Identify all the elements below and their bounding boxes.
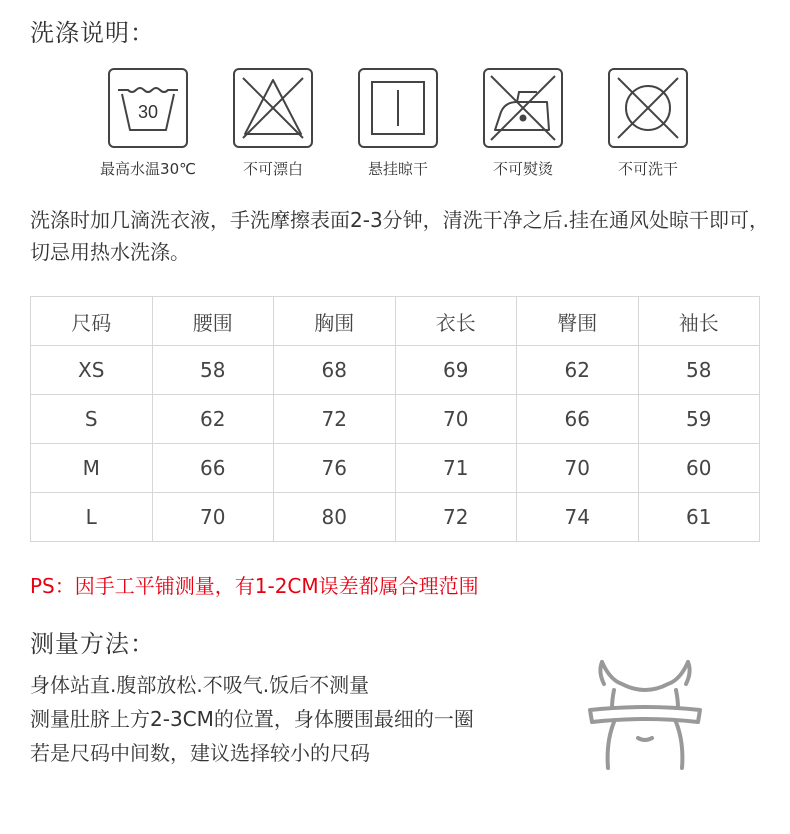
- wash-instructions-title: 洗涤说明：: [30, 19, 155, 47]
- table-cell: 74: [517, 493, 639, 542]
- care-label: 悬挂晾干: [367, 160, 428, 178]
- care-item-hang-dry: [338, 68, 458, 179]
- measure-line: 测量肚脐上方2-3CM的位置，身体腰围最细的一圈: [30, 707, 474, 731]
- table-cell: 59: [638, 395, 760, 444]
- table-cell: 71: [395, 444, 517, 493]
- table-cell: L: [31, 493, 153, 542]
- care-label: 不可漂白: [242, 160, 303, 178]
- measure-instructions: [30, 668, 474, 770]
- table-cell: 60: [638, 444, 760, 493]
- table-header-row: [31, 297, 760, 346]
- care-item-no-iron: [463, 68, 583, 179]
- table-cell: 72: [395, 493, 517, 542]
- waist-measure-figure-icon: [580, 650, 710, 780]
- table-cell: 58: [152, 346, 274, 395]
- measure-line: 身体站直.腹部放松.不吸气.饭后不测量: [30, 673, 370, 697]
- column-header: 袖长: [638, 297, 760, 346]
- table-cell: 66: [152, 444, 274, 493]
- table-cell: S: [31, 395, 153, 444]
- measure-method-title: 测量方法：: [30, 630, 155, 658]
- table-cell: 58: [638, 346, 760, 395]
- table-cell: M: [31, 444, 153, 493]
- column-header: 衣长: [395, 297, 517, 346]
- column-header: 尺码: [31, 297, 153, 346]
- table-cell: 66: [517, 395, 639, 444]
- table-cell: 70: [152, 493, 274, 542]
- care-item-no-bleach: [213, 68, 333, 179]
- no-bleach-icon: [233, 68, 313, 148]
- column-header: 腰围: [152, 297, 274, 346]
- table-cell: 72: [274, 395, 396, 444]
- table-cell: 62: [152, 395, 274, 444]
- table-row: [31, 395, 760, 444]
- care-item-wash-30: [88, 68, 208, 179]
- table-cell: 69: [395, 346, 517, 395]
- no-iron-icon: [483, 68, 563, 148]
- table-cell: XS: [31, 346, 153, 395]
- table-cell: 80: [274, 493, 396, 542]
- column-header: 臀围: [517, 297, 639, 346]
- care-label: 最高水温30℃: [100, 160, 196, 178]
- table-cell: 76: [274, 444, 396, 493]
- table-cell: 70: [395, 395, 517, 444]
- table-cell: 61: [638, 493, 760, 542]
- wash-30-icon: [108, 68, 188, 148]
- ps-note: PS：因手工平铺测量，有1-2CM误差都属合理范围: [30, 574, 479, 598]
- measure-line: 若是尺码中间数，建议选择较小的尺码: [30, 741, 370, 765]
- table-row: [31, 346, 760, 395]
- no-dryclean-icon: [608, 68, 688, 148]
- column-header: 胸围: [274, 297, 396, 346]
- table-cell: 70: [517, 444, 639, 493]
- care-icons-row: [88, 68, 728, 188]
- care-item-no-dryclean: [588, 68, 708, 179]
- table-row: [31, 444, 760, 493]
- table-cell: 62: [517, 346, 639, 395]
- hang-dry-icon: [358, 68, 438, 148]
- care-label: 不可熨烫: [492, 160, 553, 178]
- care-label: 不可洗干: [617, 160, 678, 178]
- size-table: [30, 296, 760, 542]
- table-row: [31, 493, 760, 542]
- wash-description: 洗涤时加几滴洗衣液，手洗摩擦表面2-3分钟，清洗干净之后.挂在通风处晾干即可，切忌用热水洗涤。: [30, 208, 770, 264]
- table-cell: 68: [274, 346, 396, 395]
- wash-temperature-number: 30: [137, 102, 159, 122]
